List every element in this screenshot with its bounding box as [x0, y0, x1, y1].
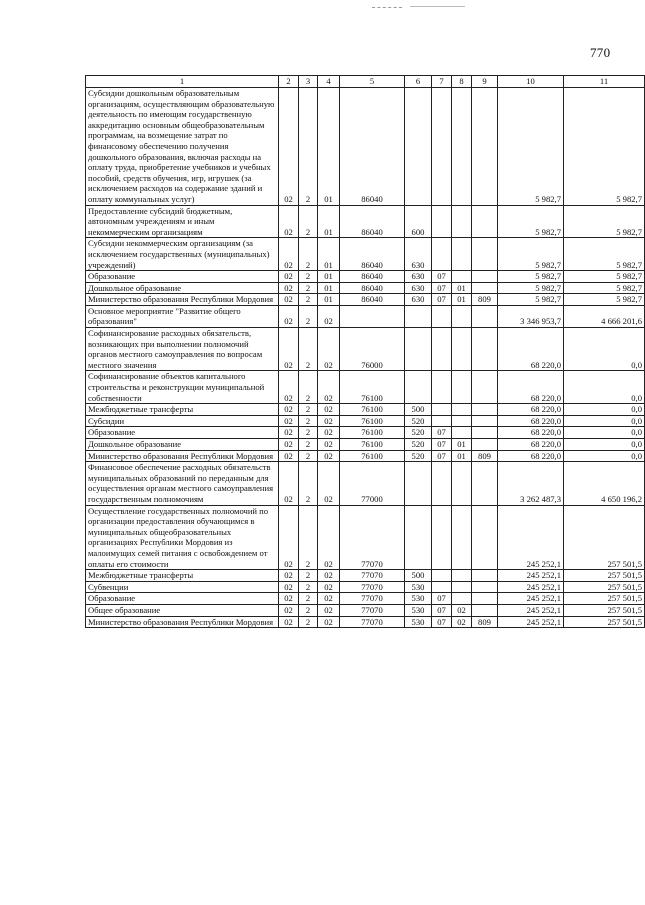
table-row	[86, 282, 645, 294]
code-cell: 02	[318, 616, 340, 628]
amount-cell: 0,0	[564, 404, 645, 416]
column-header: 3	[299, 76, 318, 88]
code-cell	[432, 415, 452, 427]
code-cell: 02	[279, 282, 299, 294]
code-cell: 77070	[340, 505, 405, 570]
column-header: 10	[498, 76, 564, 88]
budget-table	[85, 75, 645, 628]
code-cell	[432, 462, 452, 505]
amount-cell: 5 982,7	[564, 271, 645, 283]
code-cell	[452, 371, 472, 404]
code-cell: 630	[405, 238, 432, 271]
amount-cell: 4 666 201,6	[564, 305, 645, 327]
code-cell: 530	[405, 604, 432, 616]
code-cell: 01	[318, 88, 340, 206]
code-cell: 02	[452, 604, 472, 616]
code-cell	[432, 238, 452, 271]
amount-cell: 245 252,1	[498, 593, 564, 605]
amount-cell: 245 252,1	[498, 616, 564, 628]
code-cell: 2	[299, 271, 318, 283]
row-name: Осуществление государственных полномочий по организации предоставления обучающимся в муниципальных общеобразовательных организациях Республики Мордовия из малоимущих семей питания с освобождением от оплаты его стоимости	[86, 505, 279, 570]
code-cell	[432, 505, 452, 570]
column-header: 4	[318, 76, 340, 88]
amount-cell: 5 982,7	[564, 88, 645, 206]
amount-cell: 5 982,7	[498, 88, 564, 206]
code-cell	[452, 415, 472, 427]
column-header: 6	[405, 76, 432, 88]
code-cell: 02	[279, 404, 299, 416]
code-cell	[472, 415, 498, 427]
code-cell	[452, 462, 472, 505]
code-cell	[405, 371, 432, 404]
table-row	[86, 505, 645, 570]
amount-cell: 5 982,7	[498, 282, 564, 294]
code-cell: 530	[405, 616, 432, 628]
code-cell: 520	[405, 439, 432, 451]
code-cell: 01	[452, 294, 472, 306]
code-cell: 86040	[340, 294, 405, 306]
code-cell	[452, 305, 472, 327]
code-cell: 77070	[340, 581, 405, 593]
code-cell: 76100	[340, 427, 405, 439]
code-cell: 02	[279, 271, 299, 283]
code-cell: 02	[318, 593, 340, 605]
code-cell	[432, 205, 452, 238]
code-cell: 02	[318, 305, 340, 327]
code-cell	[405, 88, 432, 206]
code-cell	[472, 328, 498, 371]
table-row	[86, 581, 645, 593]
code-cell: 77070	[340, 593, 405, 605]
code-cell: 02	[279, 427, 299, 439]
code-cell: 809	[472, 616, 498, 628]
code-cell	[405, 305, 432, 327]
code-cell: 02	[279, 415, 299, 427]
amount-cell: 0,0	[564, 427, 645, 439]
code-cell: 02	[279, 305, 299, 327]
code-cell: 02	[452, 616, 472, 628]
code-cell: 01	[452, 439, 472, 451]
column-header: 1	[86, 76, 279, 88]
code-cell	[472, 604, 498, 616]
code-cell: 2	[299, 427, 318, 439]
code-cell: 2	[299, 505, 318, 570]
code-cell: 07	[432, 294, 452, 306]
table-row	[86, 604, 645, 616]
code-cell: 02	[318, 604, 340, 616]
code-cell	[340, 305, 405, 327]
code-cell: 630	[405, 294, 432, 306]
code-cell: 07	[432, 427, 452, 439]
row-name: Софинансирование расходных обязательств, возникающих при выполнении полномочий органов местного самоуправления по вопросам местного значения	[86, 328, 279, 371]
row-name: Софинансирование объектов капитального строительства и реконструкции муниципальной собственности	[86, 371, 279, 404]
code-cell	[432, 581, 452, 593]
code-cell: 630	[405, 271, 432, 283]
code-cell: 01	[318, 238, 340, 271]
code-cell: 2	[299, 581, 318, 593]
code-cell: 809	[472, 450, 498, 462]
amount-cell: 257 501,5	[564, 581, 645, 593]
code-cell	[452, 238, 472, 271]
code-cell: 02	[318, 328, 340, 371]
code-cell	[405, 505, 432, 570]
row-name: Субсидии некоммерческим организациям (за исключением государственных (муниципальных) учреждений)	[86, 238, 279, 271]
code-cell: 02	[279, 505, 299, 570]
code-cell: 2	[299, 593, 318, 605]
code-cell: 2	[299, 604, 318, 616]
amount-cell: 245 252,1	[498, 604, 564, 616]
code-cell: 630	[405, 282, 432, 294]
code-cell: 02	[279, 462, 299, 505]
row-name: Дошкольное образование	[86, 439, 279, 451]
code-cell: 2	[299, 462, 318, 505]
code-cell: 02	[279, 328, 299, 371]
code-cell: 01	[452, 282, 472, 294]
code-cell: 2	[299, 439, 318, 451]
code-cell: 77000	[340, 462, 405, 505]
code-cell	[472, 581, 498, 593]
code-cell	[452, 205, 472, 238]
amount-cell: 245 252,1	[498, 570, 564, 582]
code-cell: 01	[318, 205, 340, 238]
table-row	[86, 616, 645, 628]
code-cell: 76100	[340, 439, 405, 451]
code-cell: 520	[405, 427, 432, 439]
table-row	[86, 427, 645, 439]
amount-cell: 257 501,5	[564, 593, 645, 605]
code-cell: 2	[299, 328, 318, 371]
table-row	[86, 570, 645, 582]
row-name: Субсидии	[86, 415, 279, 427]
code-cell: 2	[299, 238, 318, 271]
row-name: Дошкольное образование	[86, 282, 279, 294]
code-cell: 02	[318, 581, 340, 593]
code-cell: 07	[432, 450, 452, 462]
code-cell: 2	[299, 616, 318, 628]
code-cell	[452, 271, 472, 283]
row-name: Предоставление субсидий бюджетным, автономным учреждениям и иным некоммерческим организациям	[86, 205, 279, 238]
code-cell: 77070	[340, 604, 405, 616]
amount-cell: 5 982,7	[564, 294, 645, 306]
code-cell	[452, 427, 472, 439]
code-cell	[472, 439, 498, 451]
code-cell: 600	[405, 205, 432, 238]
amount-cell: 245 252,1	[498, 505, 564, 570]
code-cell	[452, 505, 472, 570]
code-cell: 02	[279, 205, 299, 238]
code-cell: 02	[318, 505, 340, 570]
code-cell: 530	[405, 581, 432, 593]
table-row	[86, 439, 645, 451]
amount-cell: 5 982,7	[564, 205, 645, 238]
code-cell	[432, 305, 452, 327]
amount-cell: 3 262 487,3	[498, 462, 564, 505]
code-cell	[452, 570, 472, 582]
amount-cell: 68 220,0	[498, 371, 564, 404]
amount-cell: 5 982,7	[498, 294, 564, 306]
code-cell	[452, 404, 472, 416]
amount-cell: 5 982,7	[564, 282, 645, 294]
code-cell	[405, 462, 432, 505]
code-cell: 02	[279, 450, 299, 462]
code-cell	[452, 88, 472, 206]
code-cell	[472, 593, 498, 605]
table-row	[86, 238, 645, 271]
column-header: 7	[432, 76, 452, 88]
column-header: 11	[564, 76, 645, 88]
row-name: Субсидии дошкольным образовательным организациям, осуществляющим образовательную деятельность по имеющим государственную аккредитацию основным общеобразовательным программам, на возмещение затрат по финансовому обеспечению получения дошкольного образования, включая расходы на оплату труда, приобретение учебников и учебных пособий, средств обучения, игр, игрушек (за исключением расходов на содержание зданий и оплату коммунальных услуг)	[86, 88, 279, 206]
code-cell: 2	[299, 305, 318, 327]
table-body	[86, 88, 645, 628]
code-cell	[472, 88, 498, 206]
row-name: Министерство образования Республики Мордовия	[86, 294, 279, 306]
code-cell	[432, 328, 452, 371]
code-cell: 07	[432, 616, 452, 628]
code-cell: 520	[405, 415, 432, 427]
code-cell: 01	[318, 294, 340, 306]
amount-cell: 5 982,7	[498, 205, 564, 238]
code-cell	[432, 570, 452, 582]
code-cell: 02	[318, 427, 340, 439]
code-cell: 76100	[340, 371, 405, 404]
row-name: Межбюджетные трансферты	[86, 570, 279, 582]
code-cell: 76100	[340, 415, 405, 427]
table-row	[86, 88, 645, 206]
table-row	[86, 371, 645, 404]
code-cell: 2	[299, 205, 318, 238]
table-row	[86, 415, 645, 427]
code-cell: 77070	[340, 616, 405, 628]
row-name: Субвенции	[86, 581, 279, 593]
amount-cell: 68 220,0	[498, 415, 564, 427]
code-cell: 76100	[340, 450, 405, 462]
row-name: Межбюджетные трансферты	[86, 404, 279, 416]
amount-cell: 68 220,0	[498, 427, 564, 439]
code-cell: 02	[279, 371, 299, 404]
table-row	[86, 294, 645, 306]
scan-mark	[410, 6, 465, 7]
code-cell	[472, 371, 498, 404]
row-name: Основное мероприятие "Развитие общего образования"	[86, 305, 279, 327]
amount-cell: 68 220,0	[498, 439, 564, 451]
column-header: 2	[279, 76, 299, 88]
amount-cell: 0,0	[564, 439, 645, 451]
code-cell: 07	[432, 604, 452, 616]
amount-cell: 5 982,7	[498, 271, 564, 283]
amount-cell: 3 346 953,7	[498, 305, 564, 327]
amount-cell: 257 501,5	[564, 616, 645, 628]
code-cell	[472, 271, 498, 283]
code-cell: 2	[299, 371, 318, 404]
code-cell	[472, 282, 498, 294]
amount-cell: 68 220,0	[498, 404, 564, 416]
code-cell: 02	[279, 294, 299, 306]
code-cell: 07	[432, 439, 452, 451]
code-cell: 02	[279, 238, 299, 271]
table-row	[86, 593, 645, 605]
code-cell: 02	[318, 439, 340, 451]
code-cell	[472, 505, 498, 570]
code-cell: 500	[405, 404, 432, 416]
code-cell: 02	[279, 593, 299, 605]
row-name: Общее образование	[86, 604, 279, 616]
code-cell: 2	[299, 415, 318, 427]
code-cell: 02	[279, 581, 299, 593]
column-header: 5	[340, 76, 405, 88]
code-cell	[472, 462, 498, 505]
code-cell: 02	[318, 404, 340, 416]
amount-cell: 257 501,5	[564, 604, 645, 616]
code-cell: 500	[405, 570, 432, 582]
code-cell: 02	[279, 570, 299, 582]
code-cell: 809	[472, 294, 498, 306]
amount-cell: 0,0	[564, 371, 645, 404]
amount-cell: 257 501,5	[564, 570, 645, 582]
amount-cell: 5 982,7	[564, 238, 645, 271]
code-cell: 02	[279, 88, 299, 206]
code-cell: 01	[318, 271, 340, 283]
code-cell: 530	[405, 593, 432, 605]
code-cell	[432, 88, 452, 206]
row-name: Образование	[86, 427, 279, 439]
header-row	[86, 76, 645, 88]
code-cell: 77070	[340, 570, 405, 582]
column-header: 9	[472, 76, 498, 88]
amount-cell: 0,0	[564, 450, 645, 462]
code-cell	[432, 404, 452, 416]
table-row	[86, 305, 645, 327]
amount-cell: 0,0	[564, 328, 645, 371]
code-cell: 2	[299, 294, 318, 306]
code-cell: 86040	[340, 205, 405, 238]
code-cell: 2	[299, 282, 318, 294]
code-cell: 07	[432, 593, 452, 605]
row-name: Министерство образования Республики Мордовия	[86, 450, 279, 462]
amount-cell: 68 220,0	[498, 328, 564, 371]
code-cell: 86040	[340, 238, 405, 271]
amount-cell: 4 650 196,2	[564, 462, 645, 505]
table-row	[86, 205, 645, 238]
code-cell	[472, 404, 498, 416]
amount-cell: 5 982,7	[498, 238, 564, 271]
row-name: Финансовое обеспечение расходных обязательств муниципальных образований по переданным для осуществления органам местного самоуправления государственным полномочиям	[86, 462, 279, 505]
code-cell	[452, 581, 472, 593]
table-row	[86, 404, 645, 416]
code-cell: 02	[318, 415, 340, 427]
code-cell: 02	[279, 616, 299, 628]
code-cell: 76100	[340, 404, 405, 416]
row-name: Образование	[86, 593, 279, 605]
code-cell: 07	[432, 271, 452, 283]
column-header: 8	[452, 76, 472, 88]
code-cell: 86040	[340, 88, 405, 206]
row-name: Министерство образования Республики Мордовия	[86, 616, 279, 628]
code-cell: 2	[299, 404, 318, 416]
amount-cell: 257 501,5	[564, 505, 645, 570]
code-cell: 02	[318, 570, 340, 582]
code-cell: 76000	[340, 328, 405, 371]
code-cell	[405, 328, 432, 371]
code-cell: 02	[318, 371, 340, 404]
code-cell	[472, 205, 498, 238]
code-cell	[452, 328, 472, 371]
scan-mark	[372, 7, 402, 8]
code-cell	[472, 305, 498, 327]
code-cell	[472, 570, 498, 582]
amount-cell: 245 252,1	[498, 581, 564, 593]
code-cell: 07	[432, 282, 452, 294]
table-row	[86, 462, 645, 505]
code-cell: 02	[318, 462, 340, 505]
amount-cell: 68 220,0	[498, 450, 564, 462]
code-cell	[452, 593, 472, 605]
page-number: 770	[590, 45, 611, 60]
code-cell	[472, 238, 498, 271]
code-cell: 2	[299, 570, 318, 582]
code-cell: 01	[318, 282, 340, 294]
code-cell: 01	[452, 450, 472, 462]
table-row	[86, 271, 645, 283]
code-cell: 02	[279, 604, 299, 616]
code-cell: 2	[299, 88, 318, 206]
code-cell	[472, 427, 498, 439]
code-cell: 02	[318, 450, 340, 462]
code-cell: 86040	[340, 271, 405, 283]
code-cell: 86040	[340, 282, 405, 294]
table-row	[86, 328, 645, 371]
amount-cell: 0,0	[564, 415, 645, 427]
code-cell	[432, 371, 452, 404]
code-cell: 2	[299, 450, 318, 462]
row-name: Образование	[86, 271, 279, 283]
table-row	[86, 450, 645, 462]
code-cell: 02	[279, 439, 299, 451]
code-cell: 520	[405, 450, 432, 462]
